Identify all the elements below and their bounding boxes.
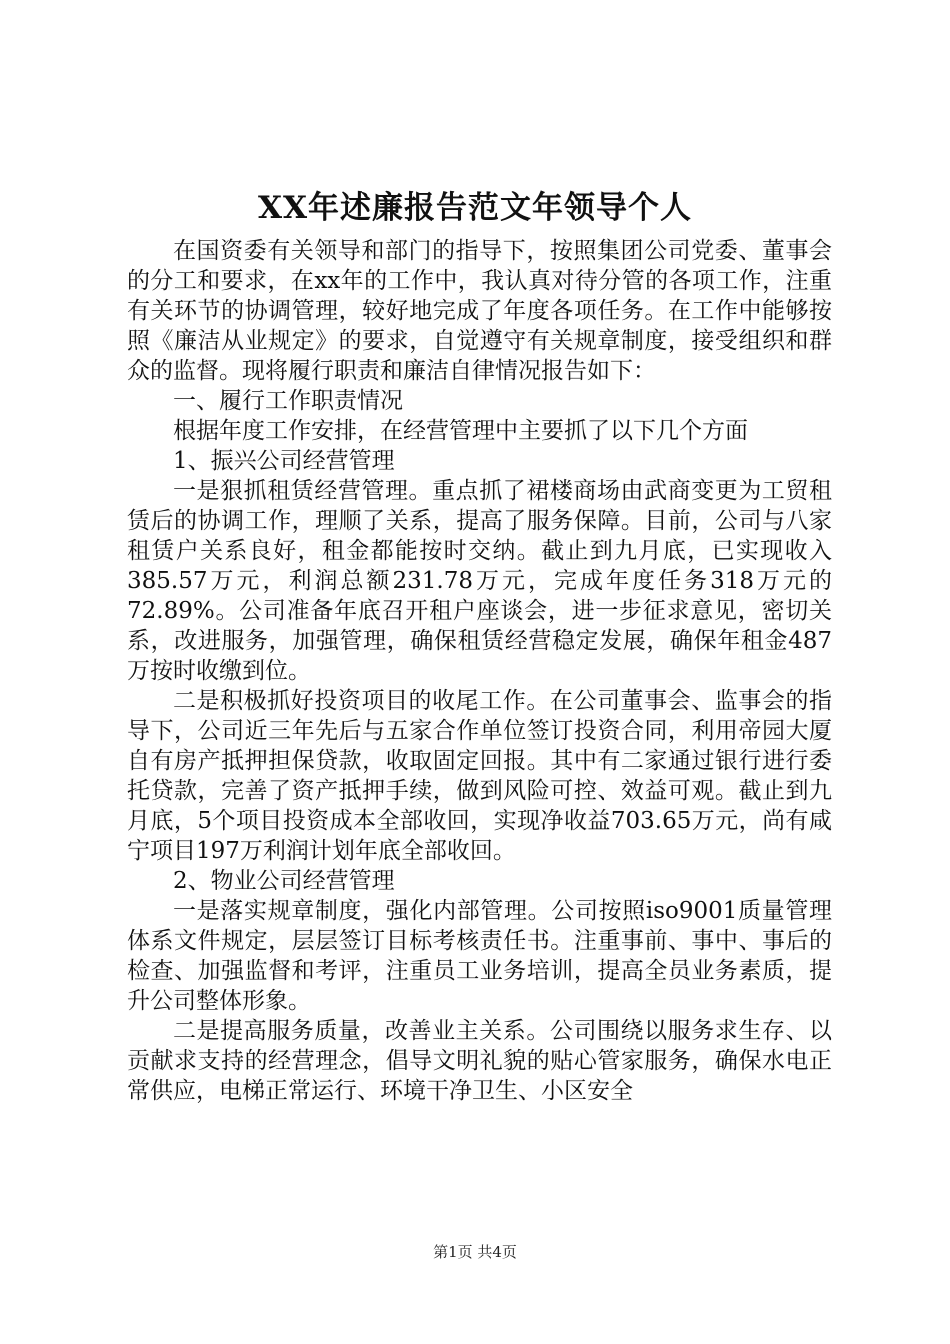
body-paragraph: 一是落实规章制度，强化内部管理。公司按照iso9001质量管理体系文件规定，层层签订目标考核责任书。注重事前、事中、事后的检查、加强监督和考评，注重员工业务培训，提高全员业务素质，提升公司整体形象。	[127, 898, 832, 1014]
body-paragraph: 二是提高服务质量，改善业主关系。公司围绕以服务求生存、以贡献求支持的经营理念，倡导文明礼貌的贴心管家服务，确保水电正常供应，电梯正常运行、环境干净卫生、小区安全	[127, 1018, 832, 1104]
body-paragraph: 根据年度工作安排，在经营管理中主要抓了以下几个方面	[173, 418, 748, 444]
body-paragraph: 一是狠抓租赁经营管理。重点抓了裙楼商场由武商变更为工贸租赁后的协调工作，理顺了关系，提高了服务保障。目前，公司与八家租赁户关系良好，租金都能按时交纳。截止到九月底，已实现收入385.57万元，利润总额231.78万元，完成年度任务318万元的72.89%。公司准备年底召开租户座谈会，进一步征求意见，密切关系，改进服务，加强管理，确保租赁经营稳定发展，确保年租金487万按时收缴到位。	[127, 478, 832, 684]
section-heading: 一、履行工作职责情况	[173, 388, 403, 414]
document-title: XX年述廉报告范文年领导个人	[257, 190, 693, 226]
body-paragraph: 二是积极抓好投资项目的收尾工作。在公司董事会、监事会的指导下，公司近三年先后与五家合作单位签订投资合同，利用帝园大厦自有房产抵押担保贷款，收取固定回报。其中有二家通过银行进行委托贷款，完善了资产抵押手续，做到风险可控、效益可观。截止到九月底，5个项目投资成本全部收回，实现净收益703.65万元，尚有咸宁项目197万利润计划年底全部收回。	[127, 688, 832, 864]
subsection-heading: 2、物业公司经营管理	[173, 868, 395, 894]
page-number: 第1页 共4页	[433, 1243, 517, 1261]
document-body	[127, 236, 832, 1106]
subsection-heading: 1、振兴公司经营管理	[173, 448, 395, 474]
intro-paragraph: 在国资委有关领导和部门的指导下，按照集团公司党委、董事会的分工和要求，在xx年的工作中，我认真对待分管的各项工作，注重有关环节的协调管理，较好地完成了年度各项任务。在工作中能够按照《廉洁从业规定》的要求，自觉遵守有关规章制度，接受组织和群众的监督。现将履行职责和廉洁自律情况报告如下：	[127, 238, 832, 384]
